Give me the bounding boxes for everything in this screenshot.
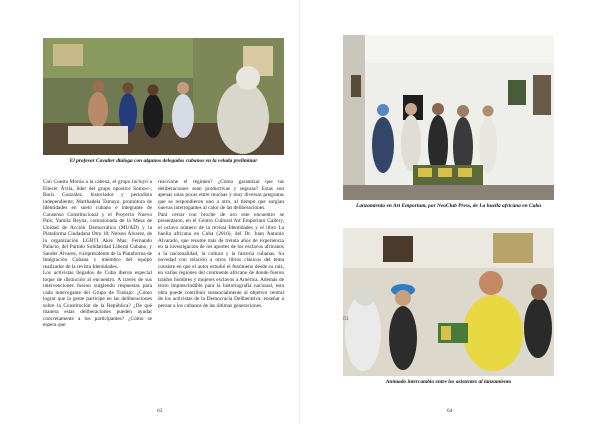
paragraph: Con Cuesta Morúa a la cabeza, el grupo incluyó a Eliecer Ávila, líder del grupo opositor Somos+; Boris González, historiador y periodista independiente; Marthadela Tamayo, promotora de Identidades en suelo cubano e integrante de Consenso Constitucional y el Proyecto Nuevo País; Yamila Reyna, comisionada de la Mesa de Unidad de Acción Democrática (MUAD) y la Plataforma Ciudadana Otro 18; Nelson Álvarez, de la organización LGBTI Akre Mas; Fernando Palacio, del Partido Solidaridad Liberal Cubano, y Sander Álvarez, vicepresidente de la Plataforma de Integración Cubana y miembro del equipo realizador de la revista Identidades. bbox=[43, 179, 152, 270]
paragraph: Para cerrar con broche de oro este encuentro se presentaron, en el Centro Cultural Art Emporium Gallery, el octavo número de la revista Identidades y el libro La huella africana en Cuba (2016), del Dr. Juan Antonio Alvarado, que resume más de treinta años de experiencia en la investigación de los aportes de los esclavos africanos a la nacionalidad, la cultura y la historia cubanas. Su novedad con relación a otros libros clásicos del tema consiste en que el autor estudió el fenómeno desde su raíz, en varias regiones del continente africano de donde fueron traídos hombres y mujeres esclavos a América. Además de texto imprescindible para la historiografía nacional, esta obra puede contribuir sustancialmente al objetivo central de los activistas de la Democracia Deliberativa: enseñar a pensar a los cubanos de las últimas generaciones. bbox=[158, 211, 284, 309]
inset-page-number: 63 bbox=[343, 316, 349, 322]
paragraph: reaccione el régimen? ¿Cómo garantizar que las deliberaciones sean productivas y seguras? Estas son apenas unas pocas entre muchas y muy diversas preguntas que se respondieron uno a otro, al tiempo que surgían nuevas interrogantes al calor de las deliberaciones. bbox=[158, 179, 284, 211]
page-number-right: 64 bbox=[447, 408, 453, 414]
page-number-left: 63 bbox=[157, 408, 163, 414]
photo-lively-exchange bbox=[343, 228, 554, 376]
photo-book-launch bbox=[343, 35, 554, 200]
text-column-2 bbox=[158, 179, 284, 309]
photo-caption-bottom-right: Animado intercambio entre los asistentes al lanzamiento bbox=[385, 379, 512, 385]
paragraph: Los activistas llegados de Cuba dieron especial toque de distinción al encuentro. A través de sus intervenciones fueron surgiendo respuestas para cada interrogante del Grupo de Trabajo: ¿Cómo lograr que la gente participe en las deliberaciones sobre la Constitución de la República? ¿De qué manera estas deliberaciones pueden ayudar concretamente a los participantes? ¿Cómo se espera que bbox=[43, 270, 152, 328]
photo-caption-top-right: Lanzamiento en Art Emporium, por NeoClub Press, de La huella africana en Cuba bbox=[356, 203, 541, 209]
text-column-1 bbox=[43, 179, 152, 329]
photo-delegates-dialogue bbox=[43, 38, 284, 155]
right-page bbox=[300, 0, 600, 424]
photo-caption-left: El profesor Cavalier dialoga con algunos delegados cubanos en la velada preliminar bbox=[69, 158, 258, 164]
